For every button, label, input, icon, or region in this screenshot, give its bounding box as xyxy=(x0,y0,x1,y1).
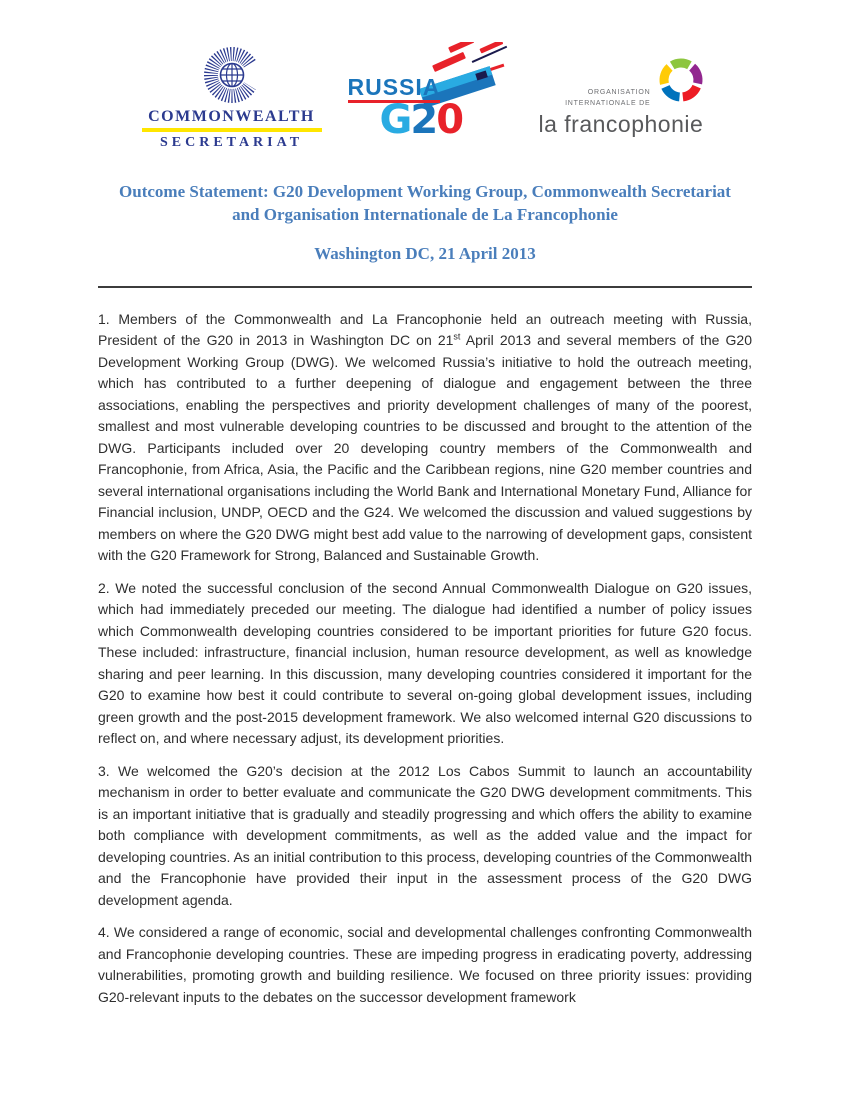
paragraph-2: 2. We noted the successful conclusion of the second Annual Commonwealth Dialogue on G20 issues, which had immediately preceded our meeting. The dialogue had identified a number of policy issues which Commonwealth developing countries considered to be important priorities for future G20 focus. These included: infrastructure, financial inclusion, human resource development, as well as knowledge sharing and peer learning. In this discussion, many developing countries considered it important for the G20 to examine how best it could contribute to several on-going global development issues, including green growth and the post-2015 development framework. We also welcomed internal G20 discussions to reflect on, and where necessary adjust, its development priorities. xyxy=(98,579,752,747)
commonwealth-logo-underline xyxy=(142,128,322,132)
russia-g20-logo xyxy=(348,50,513,150)
paragraph-1 xyxy=(98,309,752,567)
francophonie-org-line1: ORGANISATION xyxy=(587,89,651,96)
document-subtitle: Washington DC, 21 April 2013 xyxy=(314,243,536,263)
document-body xyxy=(0,288,850,1009)
paragraph-1-text-post: April 2013 and several members of the G20 Development Working Group (DWG). We welcomed Russia’s initiative to hold the outreach meeting, which has contributed to a further deepening of dialogue and engagement between the three associations, enabling the perspectives and priority development challenges of many of the poorest, smallest and most vulnerable developing countries to be discussed and brought to the attention of the DWG. Participants included over 20 developing country members of the Commonwealth and Francophonie, from Africa, Asia, the Pacific and the Caribbean regions, nine G20 member countries and several international organisations including the World Bank and International Monetary Fund, Alliance for Financial inclusion, UNDP, OECD and the G24. We welcomed the discussion and valued suggestions by members on where the G20 DWG might best add value to the narrowing of development gaps, consistent with the G20 Framework for Strong, Balanced and Sustainable Growth. xyxy=(98,332,752,564)
paragraph-3: 3. We welcomed the G20’s decision at the 2012 Los Cabos Summit to launch an accountability mechanism in order to better evaluate and communicate the G20 DWG development commitments. This is an important initiative that is gradually and steadily progressing and which offers the ability to examine both compliance with development commitments, as well as the added value and the impact for developing countries. As an initial contribution to this process, developing countries of the Commonwealth and the Francophonie have provided their input in the assessment process of the G20 DWG development agenda. xyxy=(98,762,752,908)
commonwealth-logo-line1: COMMONWEALTH xyxy=(148,108,315,125)
francophonie-org-line2: INTERNATIONALE DE xyxy=(565,99,651,107)
g20-letter-g: G xyxy=(379,97,411,143)
g20-wordmark xyxy=(379,97,463,143)
russia-wordmark: RUSSIA xyxy=(348,76,441,103)
francophonie-name: la francophonie xyxy=(538,111,704,137)
paragraph-4: 4. We considered a range of economic, social and developmental challenges confronting Commonwealth and Francophonie developing countries. These are impeding progress in eradicating poverty, addressing vulnerabilities, promoting growth and building resilience. We focused on three priority issues: providing G20-relevant inputs to the debates on the successor development framework xyxy=(98,924,752,1005)
paragraph-1-text-pre: 1. Members of the Commonwealth and La Francophonie held an outreach meeting with Russia, President of the G20 in 2013 in Washington DC on 21 xyxy=(98,310,752,349)
francophonie-logo xyxy=(539,54,709,144)
logo-row xyxy=(0,0,850,151)
commonwealth-secretariat-logo xyxy=(142,44,322,151)
g20-digit-0: 0 xyxy=(436,97,463,143)
ordinal-superscript: st xyxy=(453,331,461,342)
francophonie-org-caption xyxy=(565,88,650,109)
document-title: Outcome Statement: G20 Development Working Group, Commonwealth Secretariat and Organisation Internationale de La Francophonie xyxy=(119,182,731,224)
commonwealth-logo-line2: SECRETARIAT xyxy=(159,135,304,150)
francophonie-ring-icon xyxy=(655,54,707,106)
g20-digit-2: 2 xyxy=(410,97,437,143)
commonwealth-globe-c-icon xyxy=(201,44,263,106)
